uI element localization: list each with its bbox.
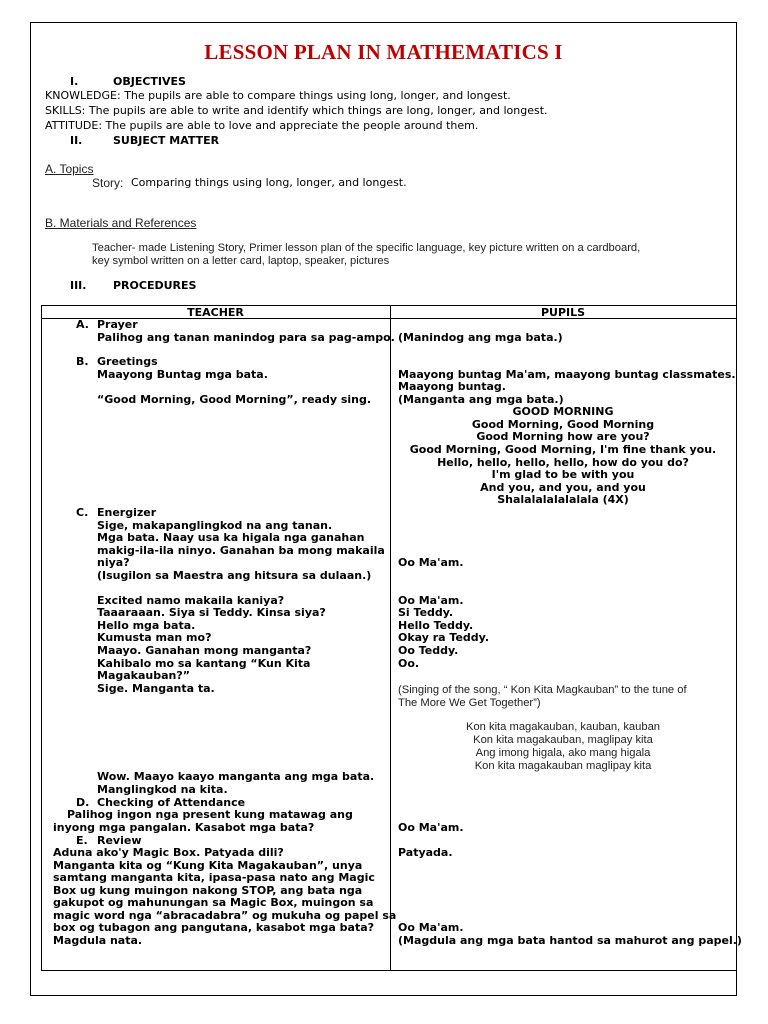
- review-letter: E.: [76, 834, 88, 847]
- dialog-pupils-line: Oo Ma'am.: [398, 594, 464, 607]
- prayer-label: Prayer: [97, 318, 138, 331]
- review-pupils-line: Oo Ma'am.: [398, 921, 464, 934]
- objectives-numeral: I.: [70, 75, 79, 88]
- dialog-teacher-line: Excited namo makaila kaniya?: [97, 594, 285, 607]
- greetings-label: Greetings: [97, 355, 158, 368]
- energizer-closing-line: Manglingkod na kita.: [97, 783, 228, 796]
- story-text: Comparing things using long, longer, and longest.: [131, 176, 407, 189]
- good-morning-song-line: I'm glad to be with you: [491, 468, 635, 481]
- good-morning-song-line: Good Morning, Good Morning, I'm fine thank you.: [409, 443, 717, 456]
- energizer-letter: C.: [76, 506, 89, 519]
- singing-note-line: (Singing of the song, “ Kon Kita Magkauban” to the tune of: [398, 684, 687, 696]
- kon-kita-song-line: Kon kita magakauban, maglipay kita: [473, 734, 653, 746]
- page-title: LESSON PLAN IN MATHEMATICS I: [204, 40, 563, 64]
- energizer-teacher-line: Mga bata. Naay usa ka higala nga ganahan: [97, 531, 365, 544]
- prayer-teacher-text: Palihog ang tanan manindog para sa pag-ampo.: [97, 331, 395, 344]
- objectives-heading: OBJECTIVES: [113, 75, 186, 88]
- review-teacher-line: gakupot og mahunungan sa Magic Box, muingon sa: [53, 896, 374, 909]
- good-morning-song-line: Hello, hello, hello, hello, how do you do?: [437, 456, 689, 469]
- review-teacher-line: Box ug kung muingon nakong STOP, ang bata nga: [53, 884, 363, 897]
- review-teacher-line: box og tubagon ang pangutana, kasabot mga bata?: [53, 921, 375, 934]
- attendance-label: Checking of Attendance: [97, 796, 246, 809]
- singing-note-line: The More We Get Together”): [398, 697, 541, 709]
- good-morning-song-line: GOOD MORNING: [512, 405, 614, 418]
- greetings-letter: B.: [76, 355, 89, 368]
- procedures-numeral: III.: [70, 279, 87, 292]
- prayer-letter: A.: [76, 318, 89, 331]
- attendance-letter: D.: [76, 796, 90, 809]
- subject-matter-heading: SUBJECT MATTER: [113, 134, 220, 147]
- energizer-label: Energizer: [97, 506, 157, 519]
- energizer-teacher-line: makig-ila-ila ninyo. Ganahan ba mong makaila: [97, 544, 385, 557]
- dialog-teacher-line: Sige. Manganta ta.: [97, 682, 215, 695]
- greetings-pupils-1: Maayong buntag Ma'am, maayong buntag classmates.: [398, 368, 736, 381]
- objective-knowledge: KNOWLEDGE: The pupils are able to compare things using long, longer, and longest.: [45, 89, 511, 102]
- attendance-pupils-text: Oo Ma'am.: [398, 821, 464, 834]
- good-morning-song-line: Shalalalalalalala (4X): [497, 493, 629, 506]
- objective-skills: SKILLS: The pupils are able to write and identify which things are long, longer, and longest.: [45, 104, 548, 117]
- materials-line-2: key symbol written on a letter card, laptop, speaker, pictures: [92, 255, 390, 267]
- objective-attitude: ATTITUDE: The pupils are able to love and appreciate the people around them.: [45, 119, 479, 132]
- column-header-teacher: TEACHER: [187, 306, 244, 319]
- subject-matter-numeral: II.: [70, 134, 83, 147]
- good-morning-song-line: Good Morning, Good Morning: [471, 418, 655, 431]
- table-left-border: [41, 305, 42, 970]
- materials-line-1: Teacher- made Listening Story, Primer lesson plan of the specific language, key picture written on a cardboard,: [92, 242, 641, 254]
- table-bottom-border: [41, 970, 736, 971]
- dialog-pupils-line: Okay ra Teddy.: [398, 631, 490, 644]
- review-pupils-line: (Magdula ang mga bata hantod sa mahurot ang papel.): [398, 934, 742, 947]
- story-label: Story:: [92, 176, 124, 190]
- review-teacher-line: samtang manganta kita, ipasa-pasa nato ang Magic: [53, 871, 375, 884]
- energizer-pupils-answer: Oo Ma'am.: [398, 556, 464, 569]
- table-column-divider: [390, 305, 391, 970]
- dialog-teacher-line: Taaaraaan. Siya si Teddy. Kinsa siya?: [97, 606, 326, 619]
- review-teacher-line: Magdula nata.: [53, 934, 143, 947]
- dialog-pupils-line: Oo Teddy.: [398, 644, 459, 657]
- dialog-teacher-line: Maayo. Ganahan mong manganta?: [97, 644, 312, 657]
- prayer-pupils-text: (Manindog ang mga bata.): [398, 331, 563, 344]
- energizer-teacher-line: Sige, makapanglingkod na ang tanan.: [97, 519, 333, 532]
- topics-heading: A. Topics: [45, 162, 94, 176]
- dialog-teacher-line: Kumusta man mo?: [97, 631, 212, 644]
- greetings-teacher-2: “Good Morning, Good Morning”, ready sing.: [97, 393, 372, 406]
- dialog-pupils-line: Si Teddy.: [398, 606, 454, 619]
- table-right-border: [736, 305, 737, 970]
- procedures-heading: PROCEDURES: [113, 279, 197, 292]
- greetings-teacher-1: Maayong Buntag mga bata.: [97, 368, 268, 381]
- review-teacher-line: magic word nga “abracadabra” og mukuha og papel sa: [53, 909, 397, 922]
- greetings-pupils-2: Maayong buntag.: [398, 380, 506, 393]
- energizer-teacher-line: niya?: [97, 556, 130, 569]
- energizer-closing-line: Wow. Maayo kaayo manganta ang mga bata.: [97, 770, 375, 783]
- dialog-teacher-line: Kahibalo mo sa kantang “Kun Kita: [97, 657, 311, 670]
- greetings-pupils-3: (Manganta ang mga bata.): [398, 393, 564, 406]
- dialog-teacher-line: Hello mga bata.: [97, 619, 196, 632]
- good-morning-song-line: And you, and you, and you: [480, 481, 646, 494]
- good-morning-song-line: Good Morning how are you?: [476, 430, 650, 443]
- review-label: Review: [97, 834, 142, 847]
- review-teacher-line: Aduna ako'y Magic Box. Patyada dili?: [53, 846, 284, 859]
- attendance-teacher-line: inyong mga pangalan. Kasabot mga bata?: [53, 821, 315, 834]
- kon-kita-song-line: Ang imong higala, ako mang higala: [475, 747, 651, 759]
- review-teacher-line: Manganta kita og “Kung Kita Magakauban”, unya: [53, 859, 363, 872]
- dialog-teacher-line: Magakauban?”: [97, 669, 190, 682]
- column-header-pupils: PUPILS: [540, 306, 586, 319]
- kon-kita-song-line: Kon kita magakauban maglipay kita: [474, 760, 652, 772]
- kon-kita-song-line: Kon kita magakauban, kauban, kauban: [465, 721, 661, 733]
- energizer-teacher-line: (Isugilon sa Maestra ang hitsura sa dulaan.): [97, 569, 372, 582]
- materials-heading: B. Materials and References: [45, 216, 197, 230]
- dialog-pupils-line: Hello Teddy.: [398, 619, 474, 632]
- review-pupils-line: Patyada.: [398, 846, 453, 859]
- dialog-pupils-line: Oo.: [398, 657, 420, 670]
- attendance-teacher-line: Palihog ingon nga present kung matawag ang: [67, 808, 353, 821]
